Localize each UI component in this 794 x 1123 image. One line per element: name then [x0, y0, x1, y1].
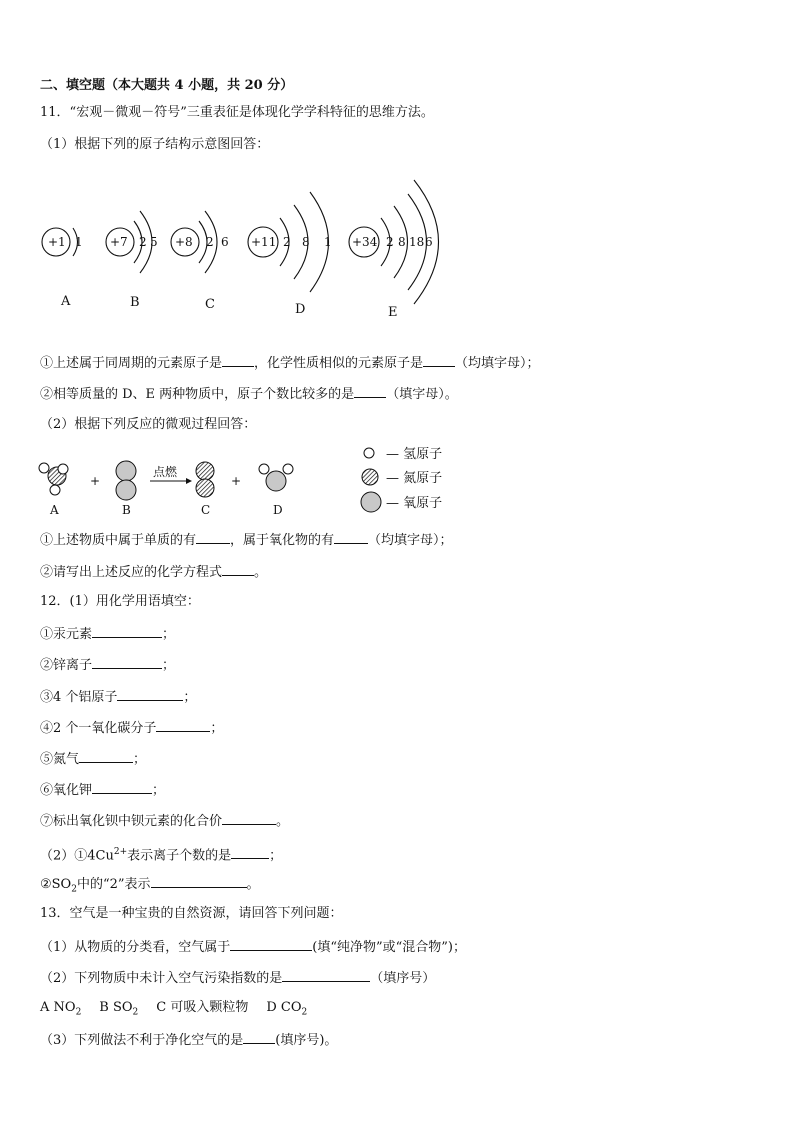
molecule-b: [116, 461, 136, 500]
atom-e-shell-3: 18: [409, 235, 425, 249]
plus-sign-2: +: [231, 474, 242, 488]
q12-part2-end: ；: [269, 848, 283, 864]
q12-item-3: [40, 688, 196, 706]
molecule-a-label: A: [50, 503, 59, 517]
molecule-c-label: C: [201, 503, 211, 517]
q12-item-text: ⑤氮气: [40, 752, 80, 767]
atom-b-nucleus: +7: [110, 235, 128, 249]
q12-item-text: ②锌离子: [40, 658, 93, 673]
atom-e-shell-1: 2: [386, 235, 394, 249]
q12-item-text: ⑦标出氧化钡中钡元素的化合价: [40, 814, 223, 829]
q11-2b: [40, 563, 267, 581]
answer-blank[interactable]: [334, 531, 368, 544]
reaction-condition: 点燃: [153, 465, 178, 479]
q12-stem: 12．(1）用化学用语填空：: [40, 594, 200, 609]
legend-oxygen: — 氧原子: [386, 496, 443, 511]
atom-b-shell-2: 5: [150, 235, 158, 249]
q12-item-end: ；: [162, 627, 176, 642]
answer-blank[interactable]: [117, 688, 183, 701]
molecule-d: [259, 464, 293, 491]
answer-blank[interactable]: [92, 625, 162, 638]
q11-1b-post: （填字母）。: [386, 387, 458, 402]
atom-b-shell-1: 2: [139, 235, 147, 249]
q12-item-end: ；: [210, 721, 224, 736]
q11-2a-post: （均填字母）；: [368, 533, 453, 548]
answer-blank[interactable]: [222, 563, 254, 576]
atom-e-label: E: [388, 305, 398, 320]
q11-2a-pre: ①上述物质中属于单质的有: [40, 533, 197, 548]
answer-blank[interactable]: [423, 354, 455, 367]
atom-d-shell-2: 8: [302, 235, 310, 249]
q11-1a-mid: ，化学性质相似的元素原子是: [254, 356, 424, 371]
molecule-a: [39, 463, 68, 495]
q11-1a-pre: ①上述属于同周期的元素原子是: [40, 356, 223, 371]
atom-d-nucleus: +11: [251, 235, 277, 249]
formula-subscript: 2: [71, 884, 77, 895]
q11-1a-post: （均填字母）；: [455, 356, 540, 371]
answer-blank[interactable]: [92, 656, 162, 669]
q13-part3-pre: （3）下列做法不利于净化空气的是: [40, 1033, 244, 1048]
atom-c-nucleus: +8: [175, 235, 193, 249]
answer-blank[interactable]: [354, 385, 386, 398]
q13-part3-post: (填序号)。: [275, 1033, 338, 1048]
q11-2a-mid: ，属于氧化物的有: [230, 533, 335, 548]
option-a: A $NO_2$: [40, 1000, 82, 1018]
answer-blank[interactable]: [196, 531, 230, 544]
q13-part2: [40, 969, 435, 987]
atom-e-shell-2: 8: [398, 235, 406, 249]
q12-part3-post: 中的“2”表示: [76, 877, 151, 892]
q11-2a: [40, 531, 453, 549]
q12-part2-pre: （2）①4Cu: [40, 848, 114, 864]
answer-blank[interactable]: [156, 719, 210, 732]
q12-item-text: ①汞元素: [40, 627, 93, 642]
q12-item-end: 。: [276, 814, 290, 829]
q12-part3-pre: ②SO: [40, 877, 72, 892]
answer-blank[interactable]: [243, 1031, 275, 1044]
q13-part1-post: (填“纯净物”或“混合物”)；: [312, 940, 467, 955]
atom-b-label: B: [130, 295, 140, 310]
q11-stem: 11．“宏观－微观－符号”三重表征是体现化学学科特征的思维方法。: [40, 105, 434, 120]
molecule-c: [196, 462, 214, 497]
molecule-b-label: B: [122, 503, 131, 517]
q13-part1-pre: （1）从物质的分类看，空气属于: [40, 940, 231, 955]
micro-reaction-diagram: [0, 440, 794, 525]
plus-sign-1: +: [90, 474, 101, 488]
atom-structure-diagrams: [0, 170, 794, 330]
legend-hydrogen: — 氢原子: [386, 447, 443, 462]
atom-e-nucleus: +34: [352, 235, 378, 249]
q12-item-text: ③4 个铝原子: [40, 690, 118, 705]
answer-blank[interactable]: [92, 781, 152, 794]
answer-blank[interactable]: [79, 750, 133, 763]
section-title: 二、填空题（本大题共 4 小题，共 20 分）: [40, 78, 294, 93]
charge-superscript: 2+: [113, 847, 128, 857]
q12-part2-post: 表示离子个数的是: [127, 848, 232, 864]
answer-blank[interactable]: [151, 875, 247, 888]
option-c: C 可吸入颗粒物: [156, 1000, 249, 1015]
q12-item-2: [40, 656, 175, 674]
q12-item-end: ；: [162, 658, 176, 673]
q13-part2-post: （填序号）: [370, 971, 436, 986]
answer-blank[interactable]: [222, 812, 276, 825]
q13-part2-pre: （2）下列物质中未计入空气污染指数的是: [40, 971, 283, 986]
atom-a-nucleus: +1: [48, 235, 66, 249]
q12-part3-end: 。: [246, 877, 260, 892]
answer-blank[interactable]: [231, 846, 269, 859]
legend-oxygen-icon: [361, 492, 381, 512]
atom-d-label: D: [295, 302, 306, 317]
q11-2b-post: 。: [254, 565, 268, 580]
q13-options: [40, 1000, 307, 1021]
answer-blank[interactable]: [282, 969, 370, 982]
q12-part3: [40, 875, 260, 898]
q12-item-1: [40, 625, 175, 643]
answer-blank[interactable]: [230, 938, 312, 951]
q12-item-end: ；: [152, 783, 166, 798]
q13-part1: [40, 938, 466, 956]
option-d: D $CO_2$: [266, 1000, 308, 1018]
molecule-d-label: D: [273, 503, 283, 517]
atom-c-shell-2: 6: [221, 235, 229, 249]
q12-item-6: [40, 781, 165, 799]
q12-item-4: [40, 719, 223, 737]
q12-item-end: ；: [183, 690, 197, 705]
legend-hydrogen-icon: [364, 448, 374, 458]
q12-item-text: ⑥氧化钾: [40, 783, 93, 798]
q11-1b-pre: ②相等质量的 D、E 两种物质中，原子个数比较多的是: [40, 387, 355, 402]
q13-stem: 13．空气是一种宝贵的自然资源，请回答下列问题：: [40, 906, 343, 921]
q11-part1: （1）根据下列的原子结构示意图回答：: [40, 137, 270, 152]
atom-a-shell-1: 1: [75, 235, 83, 249]
q12-item-5: [40, 750, 146, 768]
legend-nitrogen: — 氮原子: [386, 471, 443, 486]
atom-e-shell-4: 6: [425, 235, 433, 249]
legend-nitrogen-icon: [362, 469, 378, 485]
q13-part3: [40, 1031, 337, 1049]
atom-d-shell-1: 2: [283, 235, 291, 249]
atom-c-shell-1: 2: [206, 235, 214, 249]
option-b: B $SO_2$: [99, 1000, 139, 1018]
atom-a-label: A: [61, 294, 71, 309]
q11-1b: [40, 385, 458, 403]
q11-2b-pre: ②请写出上述反应的化学方程式: [40, 565, 223, 580]
atom-d-shell-3: 1: [324, 235, 332, 249]
q11-1a: [40, 354, 540, 372]
answer-blank[interactable]: [222, 354, 254, 367]
q11-part2: （2）根据下列反应的微观过程回答：: [40, 417, 257, 432]
atom-c-label: C: [205, 297, 215, 312]
q12-item-end: ；: [133, 752, 147, 767]
q12-item-7: [40, 812, 289, 830]
q12-item-text: ④2 个一氧化碳分子: [40, 721, 157, 736]
q12-part2: [40, 844, 282, 864]
